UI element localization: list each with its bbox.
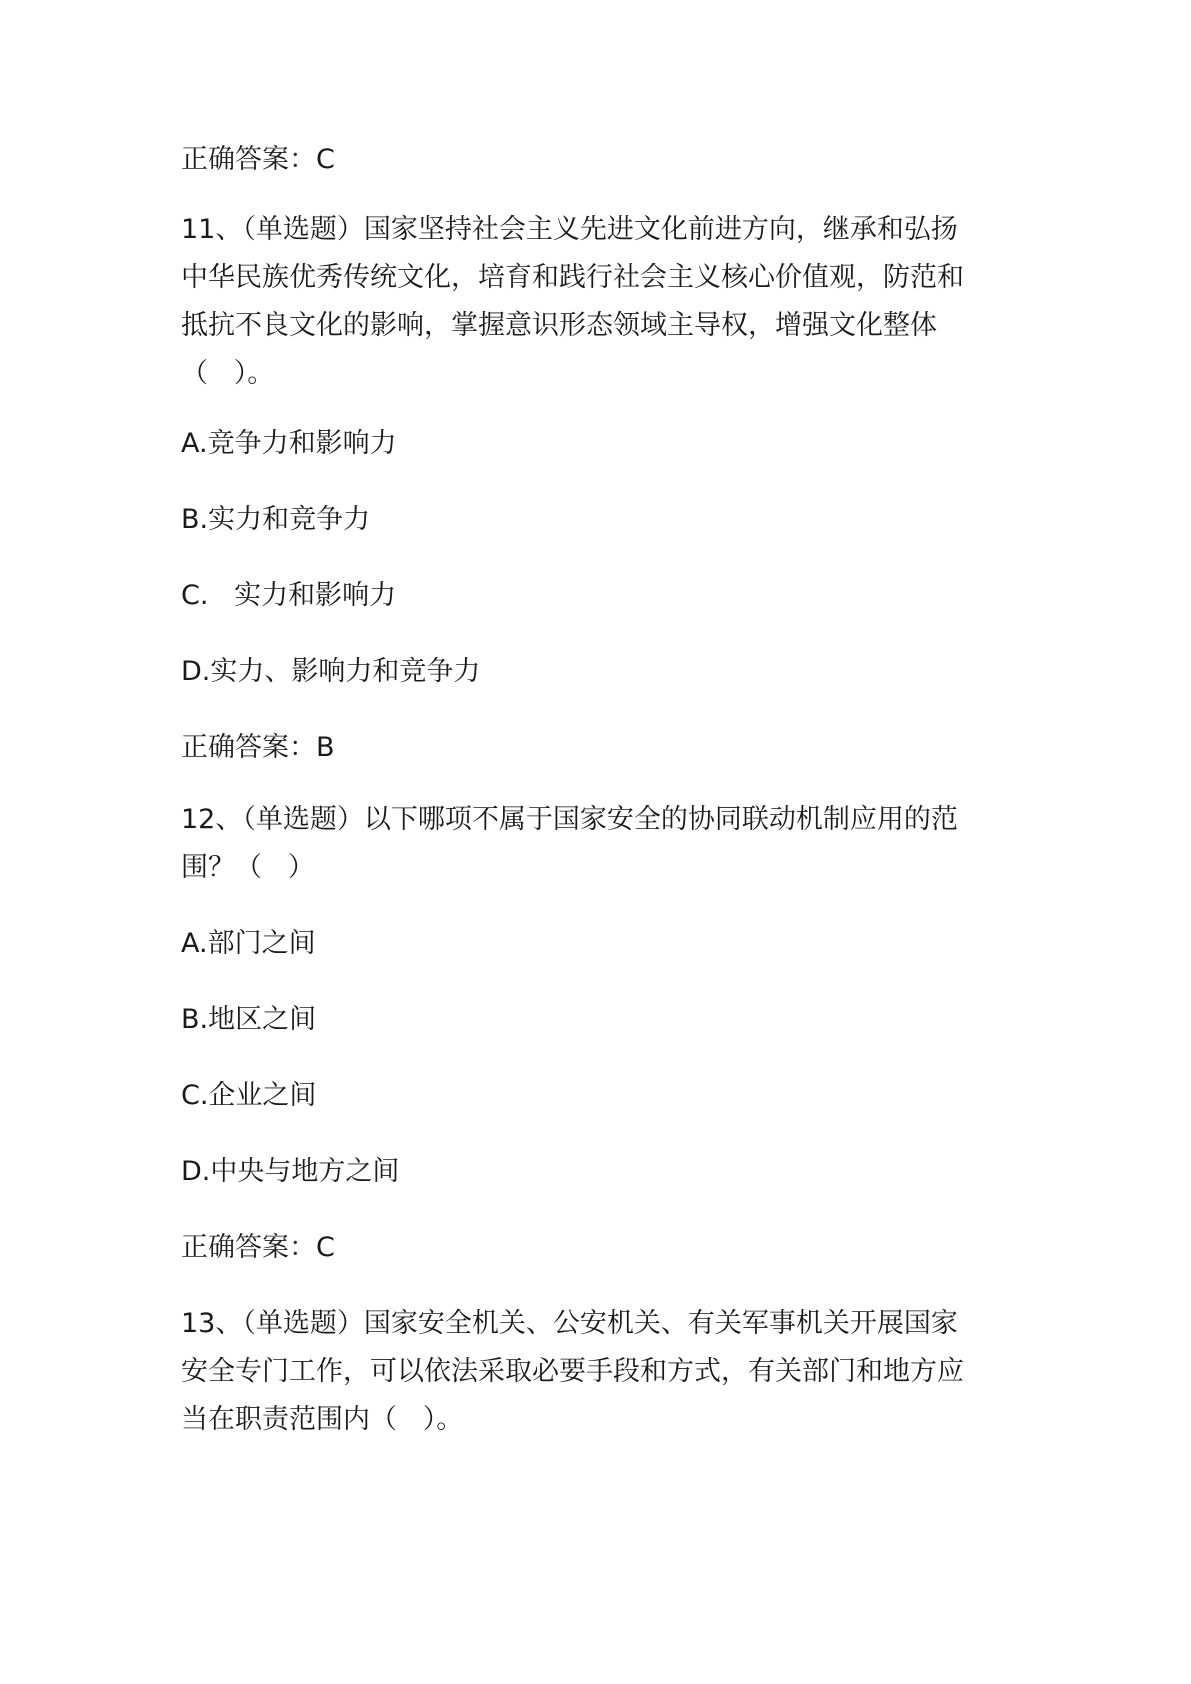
question-13-line-2: 安全专门工作，可以依法采取必要手段和方式，有关部门和地方应: [181, 1356, 964, 1387]
answer-q11: 正确答案：B: [181, 732, 335, 763]
question-12-option-a: A.部门之间: [181, 928, 316, 959]
question-11-line-4: （ ）。: [181, 358, 275, 389]
question-12-option-c: C.企业之间: [181, 1080, 317, 1111]
question-12-line-1: 12、（单选题）以下哪项不属于国家安全的协同联动机制应用的范: [181, 804, 958, 835]
question-11-line-1: 11、（单选题）国家坚持社会主义先进文化前进方向，继承和弘扬: [181, 214, 958, 245]
question-11-option-d: D.实力、影响力和竞争力: [181, 656, 481, 687]
question-12-option-b: B.地区之间: [181, 1004, 317, 1035]
question-12-option-d: D.中央与地方之间: [181, 1156, 400, 1187]
question-11-option-b: B.实力和竞争力: [181, 504, 371, 535]
answer-q12: 正确答案：C: [181, 1232, 335, 1263]
question-13-line-3: 当在职责范围内（ ）。: [181, 1404, 464, 1435]
question-11-option-c: C. 实力和影响力: [181, 580, 397, 611]
question-12-line-2: 围？（ ）: [181, 852, 315, 883]
question-13-line-1: 13、（单选题）国家安全机关、公安机关、有关军事机关开展国家: [181, 1308, 958, 1339]
question-11-line-3: 抵抗不良文化的影响，掌握意识形态领域主导权，增强文化整体: [181, 310, 937, 341]
question-11-line-2: 中华民族优秀传统文化，培育和践行社会主义核心价值观，防范和: [181, 262, 964, 293]
answer-q10: 正确答案：C: [181, 144, 335, 175]
question-11-option-a: A.竞争力和影响力: [181, 428, 397, 459]
